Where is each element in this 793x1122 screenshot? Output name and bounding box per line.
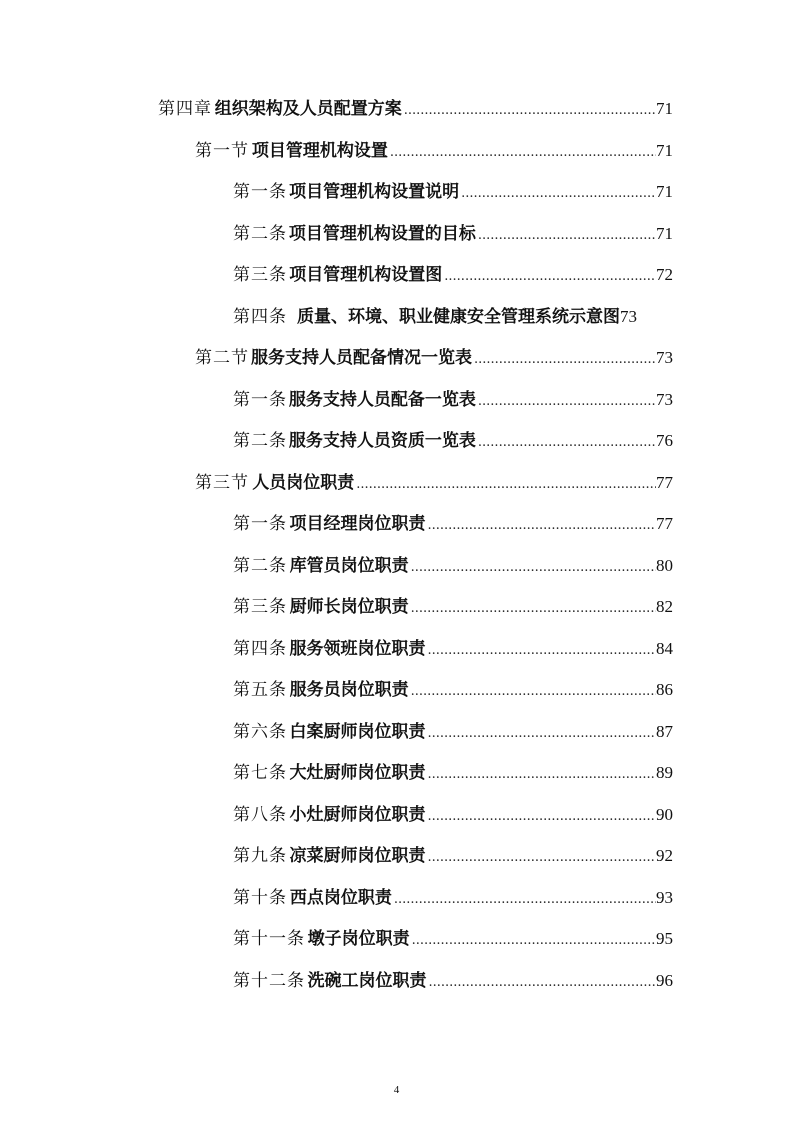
toc-entry-page: 71 (656, 224, 673, 243)
toc-entry-page: 73 (620, 307, 637, 326)
page-number: 4 (393, 1084, 400, 1096)
toc-entry-page: 95 (656, 929, 673, 948)
toc-entry-page: 87 (656, 722, 673, 741)
dot-leader (459, 182, 656, 206)
toc-entry[interactable] (233, 678, 673, 704)
toc-entry[interactable] (233, 180, 673, 206)
toc-entry[interactable] (158, 97, 673, 123)
toc-entry-title: 服务员岗位职责 (289, 680, 409, 700)
toc-entry-page: 90 (656, 805, 673, 824)
dot-leader (409, 680, 656, 704)
toc-entry-number: 第六条 (233, 722, 287, 742)
toc-entry-title: 项目管理机构设置图 (289, 265, 443, 285)
toc-entry-number: 第三条 (233, 597, 287, 617)
toc-entry[interactable] (233, 595, 673, 621)
toc-entry-title: 小灶厨师岗位职责 (289, 805, 426, 825)
toc-entry-number: 第十条 (233, 888, 287, 908)
toc-entry-page: 71 (656, 99, 673, 118)
dot-leader (472, 348, 656, 372)
toc-entry[interactable] (233, 222, 673, 248)
toc-entry-page: 84 (656, 639, 673, 658)
dot-leader (476, 431, 656, 455)
toc-entry[interactable] (195, 471, 673, 497)
toc-entry[interactable] (233, 512, 673, 538)
toc-entry-page: 71 (656, 182, 673, 201)
toc-entry-page: 77 (656, 473, 673, 492)
toc-entry-page: 73 (656, 390, 673, 409)
toc-entry-page: 76 (656, 431, 673, 450)
toc-entry[interactable] (233, 305, 673, 329)
toc-entry[interactable] (233, 637, 673, 663)
dot-leader (392, 888, 656, 912)
toc-entry-title: 项目管理机构设置 (251, 141, 388, 161)
toc-entry-page: 72 (656, 265, 673, 284)
toc-entry-title: 质量、环境、职业健康安全管理系统示意图 (297, 307, 620, 327)
toc-entry-title: 项目管理机构设置说明 (289, 182, 460, 202)
toc-entry-number: 第一节 (195, 141, 249, 161)
toc-entry-title: 洗碗工岗位职责 (307, 971, 427, 991)
toc-entry-title: 服务领班岗位职责 (289, 639, 426, 659)
toc-entry-title: 人员岗位职责 (252, 473, 355, 493)
toc-entry-title: 组织架构及人员配置方案 (214, 99, 402, 119)
toc-entry[interactable] (233, 388, 673, 414)
toc-entry-title: 大灶厨师岗位职责 (289, 763, 426, 783)
dot-leader (425, 514, 656, 538)
toc-entry-page: 73 (656, 348, 673, 367)
toc-entry-number: 第七条 (233, 763, 287, 783)
toc-entry-number: 第四条 (233, 307, 287, 327)
dot-leader (354, 473, 656, 497)
toc-entry-title: 项目经理岗位职责 (289, 514, 426, 534)
dot-leader (402, 99, 656, 123)
toc-entry-title: 库管员岗位职责 (289, 556, 409, 576)
toc-entry-page: 93 (656, 888, 673, 907)
toc-entry-page: 96 (656, 971, 673, 990)
toc-entry[interactable] (233, 844, 673, 870)
toc-entry-number: 第四条 (233, 639, 287, 659)
toc-entry-number: 第二条 (233, 431, 287, 451)
dot-leader (476, 224, 656, 248)
toc-entry-number: 第二条 (233, 224, 287, 244)
toc-entry-title: 服务支持人员配备一览表 (288, 390, 476, 410)
dot-leader (426, 971, 656, 995)
toc-entry-title: 凉菜厨师岗位职责 (289, 846, 426, 866)
dot-leader (409, 597, 656, 621)
toc-entry[interactable] (195, 346, 673, 372)
dot-leader (425, 639, 656, 663)
dot-leader (425, 805, 656, 829)
dot-leader (425, 722, 656, 746)
dot-leader (425, 846, 656, 870)
dot-leader (409, 556, 656, 580)
toc-entry-title: 西点岗位职责 (289, 888, 392, 908)
toc-entry-page: 82 (656, 597, 673, 616)
toc-entry-page: 77 (656, 514, 673, 533)
toc-entry-number: 第八条 (233, 805, 287, 825)
toc-entry[interactable] (233, 554, 673, 580)
toc-entry-title: 服务支持人员配备情况一览表 (250, 348, 472, 368)
toc-entry-title: 项目管理机构设置的目标 (288, 224, 476, 244)
dot-leader (388, 141, 656, 165)
toc-entry[interactable] (195, 139, 673, 165)
toc-entry[interactable] (233, 803, 673, 829)
toc-entry-page: 92 (656, 846, 673, 865)
dot-leader (442, 265, 656, 289)
toc-entry-number: 第十一条 (233, 929, 305, 949)
toc-entry-number: 第一条 (233, 390, 287, 410)
toc-entry-title: 厨师长岗位职责 (289, 597, 409, 617)
toc-entry-number: 第二节 (195, 348, 249, 368)
toc-entry-page: 89 (656, 763, 673, 782)
dot-leader (476, 390, 656, 414)
toc-entry-number: 第三条 (233, 265, 287, 285)
toc-entry[interactable] (233, 263, 673, 289)
toc-entry-number: 第十二条 (233, 971, 305, 991)
toc-entry-page: 71 (656, 141, 673, 160)
toc-entry-number: 第四章 (158, 99, 212, 119)
toc-entry[interactable] (233, 720, 673, 746)
dot-leader (425, 763, 656, 787)
toc-entry[interactable] (233, 429, 673, 455)
toc-entry[interactable] (233, 761, 673, 787)
toc-entry[interactable] (233, 886, 673, 912)
toc-entry[interactable] (233, 927, 673, 953)
toc-entry-page: 86 (656, 680, 673, 699)
toc-entry-page: 80 (656, 556, 673, 575)
toc-entry-number: 第九条 (233, 846, 287, 866)
toc-entry-title: 服务支持人员资质一览表 (288, 431, 476, 451)
toc-entry-number: 第五条 (233, 680, 287, 700)
toc-entry-title: 白案厨师岗位职责 (289, 722, 426, 742)
toc-entry[interactable] (233, 969, 673, 995)
toc-entry-title: 墩子岗位职责 (307, 929, 410, 949)
toc-entry-number: 第二条 (233, 556, 287, 576)
toc-entry-number: 第三节 (195, 473, 249, 493)
dot-leader (410, 929, 656, 953)
toc-entry-number: 第一条 (233, 514, 287, 534)
toc-entry-number: 第一条 (233, 182, 287, 202)
